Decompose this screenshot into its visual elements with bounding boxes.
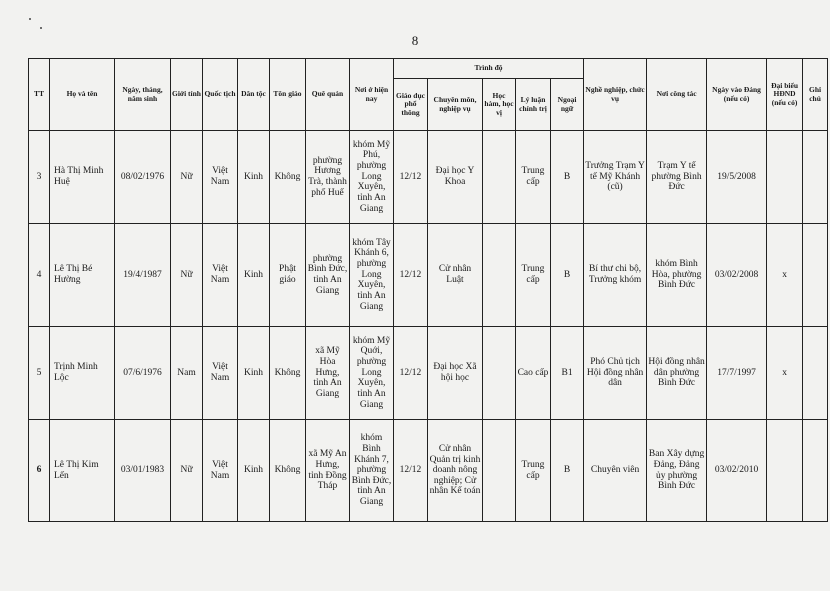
header-hometown: Quê quán xyxy=(306,59,350,131)
cell-tt: 4 xyxy=(29,224,50,327)
cell-academic xyxy=(483,224,516,327)
cell-gender: Nữ xyxy=(171,224,203,327)
cell-party-date: 03/02/2008 xyxy=(707,224,767,327)
cell-academic xyxy=(483,420,516,522)
cell-note xyxy=(803,131,828,224)
cell-ethnicity: Kinh xyxy=(238,420,270,522)
header-level-group: Trình độ xyxy=(394,59,584,79)
cell-note xyxy=(803,327,828,420)
cell-delegate xyxy=(767,420,803,522)
cell-ethnicity: Kinh xyxy=(238,224,270,327)
cell-gender: Nữ xyxy=(171,420,203,522)
cell-name: Lê Thị Bé Hường xyxy=(50,224,115,327)
header-gender: Giới tính xyxy=(171,59,203,131)
cell-occupation: Phó Chủ tịch Hội đồng nhân dân xyxy=(584,327,647,420)
cell-party-date: 19/5/2008 xyxy=(707,131,767,224)
cell-note xyxy=(803,224,828,327)
cell-residence: khóm Tây Khánh 6, phường Long Xuyên, tỉnh An Giang xyxy=(350,224,394,327)
scan-speck xyxy=(29,18,31,20)
cell-language: B xyxy=(551,224,584,327)
cell-tt: 6 xyxy=(29,420,50,522)
cell-general-edu: 12/12 xyxy=(394,327,428,420)
scan-speck xyxy=(40,27,42,29)
cell-dob: 07/6/1976 xyxy=(115,327,171,420)
candidate-table xyxy=(28,58,828,522)
cell-specialty: Cử nhân Luật xyxy=(428,224,483,327)
cell-delegate: x xyxy=(767,224,803,327)
cell-occupation: Bí thư chi bộ, Trưởng khóm xyxy=(584,224,647,327)
cell-tt: 3 xyxy=(29,131,50,224)
cell-ethnicity: Kinh xyxy=(238,327,270,420)
table-row xyxy=(29,327,828,420)
cell-workplace: Hội đồng nhân dân phường Bình Đức xyxy=(647,327,707,420)
cell-specialty: Cử nhân Quản trị kinh doanh nông nghiệp; Cử nhân Kế toán xyxy=(428,420,483,522)
header-occupation: Nghề nghiệp, chức vụ xyxy=(584,59,647,131)
header-nationality: Quốc tịch xyxy=(203,59,238,131)
table-row xyxy=(29,420,828,522)
table-row xyxy=(29,131,828,224)
cell-occupation: Chuyên viên xyxy=(584,420,647,522)
page-number: 8 xyxy=(411,33,419,48)
cell-hometown: phường Hương Trà, thành phố Huế xyxy=(306,131,350,224)
cell-dob: 03/01/1983 xyxy=(115,420,171,522)
cell-dob: 19/4/1987 xyxy=(115,224,171,327)
cell-religion: Không xyxy=(270,420,306,522)
cell-name: Hà Thị Minh Huệ xyxy=(50,131,115,224)
cell-nationality: Việt Nam xyxy=(203,224,238,327)
header-tt: TT xyxy=(29,59,50,131)
cell-specialty: Đại học Xã hội học xyxy=(428,327,483,420)
cell-academic xyxy=(483,131,516,224)
header-residence: Nơi ở hiện nay xyxy=(350,59,394,131)
header-religion: Tôn giáo xyxy=(270,59,306,131)
cell-tt: 5 xyxy=(29,327,50,420)
cell-general-edu: 12/12 xyxy=(394,224,428,327)
cell-workplace: khóm Bình Hòa, phường Bình Đức xyxy=(647,224,707,327)
cell-political: Trung cấp xyxy=(516,224,551,327)
cell-academic xyxy=(483,327,516,420)
header-specialty: Chuyên môn, nghiệp vụ xyxy=(428,79,483,131)
cell-gender: Nữ xyxy=(171,131,203,224)
cell-dob: 08/02/1976 xyxy=(115,131,171,224)
header-political: Lý luận chính trị xyxy=(516,79,551,131)
cell-occupation: Trưởng Trạm Y tế Mỹ Khánh (cũ) xyxy=(584,131,647,224)
cell-party-date: 17/7/1997 xyxy=(707,327,767,420)
cell-religion: Phật giáo xyxy=(270,224,306,327)
header-ethnicity: Dân tộc xyxy=(238,59,270,131)
cell-party-date: 03/02/2010 xyxy=(707,420,767,522)
cell-political: Trung cấp xyxy=(516,420,551,522)
header-party-date: Ngày vào Đảng (nếu có) xyxy=(707,59,767,131)
cell-workplace: Ban Xây dựng Đảng, Đảng ủy phường Bình Đức xyxy=(647,420,707,522)
cell-language: B1 xyxy=(551,327,584,420)
cell-hometown: xã Mỹ An Hưng, tỉnh Đồng Tháp xyxy=(306,420,350,522)
header-delegate: Đại biểu HĐND (nếu có) xyxy=(767,59,803,131)
header-dob: Ngày, tháng, năm sinh xyxy=(115,59,171,131)
cell-note xyxy=(803,420,828,522)
cell-language: B xyxy=(551,420,584,522)
cell-political: Cao cấp xyxy=(516,327,551,420)
cell-nationality: Việt Nam xyxy=(203,327,238,420)
header-language: Ngoại ngữ xyxy=(551,79,584,131)
cell-name: Lê Thị Kim Lến xyxy=(50,420,115,522)
cell-ethnicity: Kinh xyxy=(238,131,270,224)
cell-religion: Không xyxy=(270,327,306,420)
cell-residence: khóm Mỹ Quới, phường Long Xuyên, tỉnh An Giang xyxy=(350,327,394,420)
cell-political: Trung cấp xyxy=(516,131,551,224)
table-row xyxy=(29,224,828,327)
cell-name: Trịnh Minh Lộc xyxy=(50,327,115,420)
cell-delegate xyxy=(767,131,803,224)
cell-general-edu: 12/12 xyxy=(394,131,428,224)
header-general-edu: Giáo dục phổ thông xyxy=(394,79,428,131)
cell-residence: khóm Bình Khánh 7, phường Bình Đức, tỉnh An Giang xyxy=(350,420,394,522)
cell-nationality: Việt Nam xyxy=(203,131,238,224)
header-academic: Học hàm, học vị xyxy=(483,79,516,131)
cell-delegate: x xyxy=(767,327,803,420)
header-workplace: Nơi công tác xyxy=(647,59,707,131)
cell-specialty: Đại học Y Khoa xyxy=(428,131,483,224)
header-note: Ghi chú xyxy=(803,59,828,131)
header-name: Họ và tên xyxy=(50,59,115,131)
cell-workplace: Trạm Y tế phường Bình Đức xyxy=(647,131,707,224)
cell-hometown: xã Mỹ Hòa Hưng, tỉnh An Giang xyxy=(306,327,350,420)
cell-general-edu: 12/12 xyxy=(394,420,428,522)
cell-nationality: Việt Nam xyxy=(203,420,238,522)
cell-hometown: phường Bình Đức, tỉnh An Giang xyxy=(306,224,350,327)
cell-religion: Không xyxy=(270,131,306,224)
cell-gender: Nam xyxy=(171,327,203,420)
cell-residence: khóm Mỹ Phú, phường Long Xuyên, tỉnh An Giang xyxy=(350,131,394,224)
cell-language: B xyxy=(551,131,584,224)
